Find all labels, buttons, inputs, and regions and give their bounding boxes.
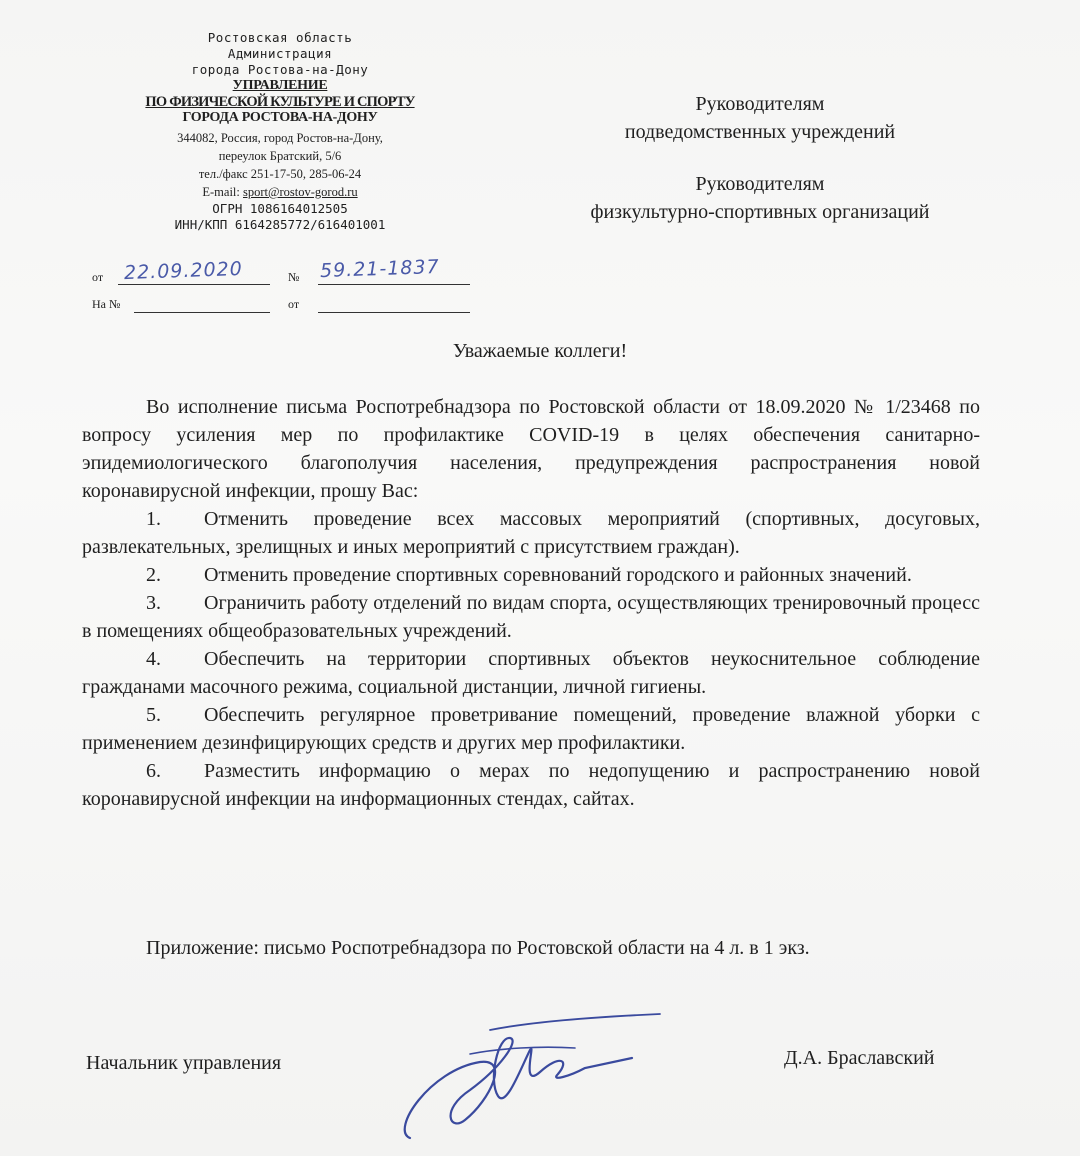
addressee-1-line-2: подведомственных учреждений bbox=[624, 121, 896, 143]
addressee-1-line-1: Руководителям bbox=[695, 93, 825, 115]
reg-date-underline bbox=[118, 284, 270, 285]
ref-label: На № bbox=[92, 297, 121, 311]
appendix-line: Приложение: письмо Роспотребнадзора по Ростовской области на 4 л. в 1 экз. bbox=[146, 937, 810, 959]
list-item-number: 6. bbox=[146, 760, 161, 782]
reg-date-handwritten: 22.09.2020 bbox=[123, 257, 244, 285]
list-item-text: Отменить проведение спортивных соревнований городского и районных значений. bbox=[204, 564, 912, 586]
list-item-text: Обеспечить регулярное проветривание помещений, проведение влажной уборки с применением дезинфицирующих средств и других мер профилактики. bbox=[82, 704, 980, 754]
addressee-2-line-1: Руководителям bbox=[695, 173, 825, 195]
list-item bbox=[82, 645, 980, 701]
reg-num-label: № bbox=[288, 270, 300, 284]
signatory-title: Начальник управления bbox=[86, 1052, 282, 1074]
dept-line-1: УПРАВЛЕНИЕ bbox=[232, 78, 328, 93]
list-item-number: 3. bbox=[146, 592, 161, 614]
list-item bbox=[82, 589, 980, 645]
phone-line: тел./факс 251-17-50, 285-06-24 bbox=[198, 167, 362, 181]
reg-from-label: от bbox=[92, 270, 104, 284]
dept-line-3: ГОРОДА РОСТОВА-НА-ДОНУ bbox=[182, 110, 378, 125]
intro-paragraph: Во исполнение письма Роспотребнадзора по Ростовской области от 18.09.2020 № 1/23468 по вопросу усиления мер по профилактике COVID-19 в целях обеспечения санитарно-эпидемиологического благополучия населения, предупреждения распространения новой коронавирусной инфекции, прошу Вас: bbox=[82, 396, 980, 502]
list-item-number: 5. bbox=[146, 704, 161, 726]
list-item-number: 2. bbox=[146, 564, 161, 586]
letter-body bbox=[82, 393, 980, 813]
list-item bbox=[82, 561, 980, 589]
list-item bbox=[82, 757, 980, 813]
letterhead bbox=[80, 30, 480, 233]
list-item-number: 4. bbox=[146, 648, 161, 670]
greeting: Уважаемые коллеги! bbox=[452, 340, 628, 362]
ref-date-underline bbox=[318, 312, 470, 313]
email-line bbox=[80, 183, 480, 201]
list-item bbox=[82, 505, 980, 561]
list-item-text: Ограничить работу отделений по видам спорта, осуществляющих тренировочный процесс в помещениях общеобразовательных учреждений. bbox=[82, 592, 980, 642]
list-item-text: Отменить проведение всех массовых мероприятий (спортивных, досуговых, развлекательных, зрелищных и иных мероприятий с присутствием граждан). bbox=[82, 508, 980, 558]
list-item bbox=[82, 701, 980, 757]
email-label: E-mail: bbox=[202, 185, 240, 199]
addressee-2-line-2: физкультурно-спортивных организаций bbox=[590, 201, 930, 223]
address-line-1: 344082, Россия, город Ростов-на-Дону, bbox=[177, 131, 383, 145]
list-item-text: Разместить информацию о мерах по недопущению и распространению новой коронавирусной инфекции на информационных стендах, сайтах. bbox=[82, 760, 980, 810]
signatory-name: Д.А. Браславский bbox=[784, 1047, 935, 1069]
addressees bbox=[540, 90, 980, 226]
ogrn-line: ОГРН 1086164012505 bbox=[212, 201, 348, 216]
reg-num-underline bbox=[318, 284, 470, 285]
ref-num-underline bbox=[134, 312, 270, 313]
dept-line-2: ПО ФИЗИЧЕСКОЙ КУЛЬТУРЕ И СПОРТУ bbox=[145, 94, 415, 110]
email-link[interactable]: sport@rostov-gorod.ru bbox=[243, 185, 358, 199]
list-item-number: 1. bbox=[146, 508, 161, 530]
city-line: города Ростова-на-Дону bbox=[191, 62, 369, 77]
address-line-2: переулок Братский, 5/6 bbox=[218, 149, 342, 163]
reg-number-handwritten: 59.21-1837 bbox=[319, 255, 440, 283]
region-line: Ростовская область bbox=[207, 30, 353, 45]
list-item-text: Обеспечить на территории спортивных объектов неукоснительное соблюдение гражданами масочного режима, социальной дистанции, личной гигиены. bbox=[82, 648, 980, 698]
handwritten-signature bbox=[370, 1010, 670, 1150]
inn-line: ИНН/КПП 6164285772/616401001 bbox=[174, 217, 386, 232]
admin-line: Администрация bbox=[227, 46, 333, 61]
ref-from-label: от bbox=[288, 297, 300, 311]
